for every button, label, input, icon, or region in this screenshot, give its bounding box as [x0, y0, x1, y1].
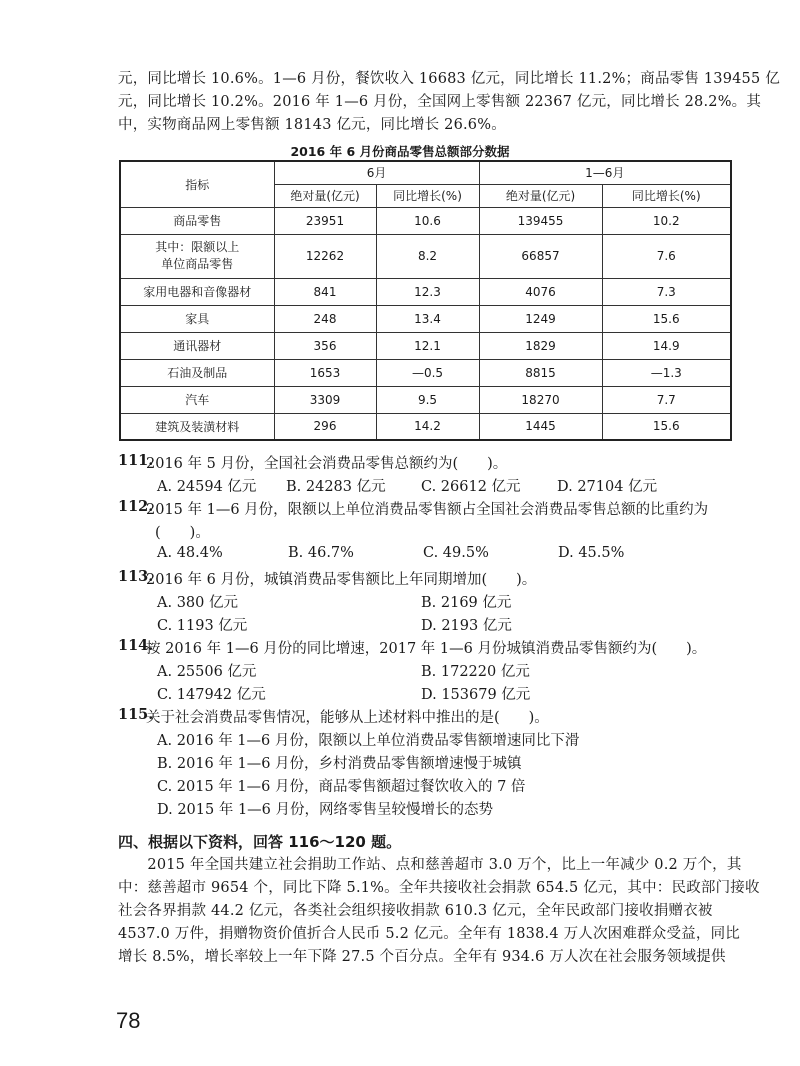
question-number: 111. — [118, 452, 154, 469]
cell: 7.6 — [602, 234, 731, 278]
cell: 296 — [274, 413, 376, 440]
cell: —1.3 — [602, 359, 731, 386]
question-text: 按 2016 年 1—6 月份的同比增速，2017 年 1—6 月份城镇消费品零售额约为( )。 — [146, 641, 707, 657]
option-c[interactable]: C. 26612 亿元 — [421, 479, 521, 495]
cell: 13.4 — [376, 305, 479, 332]
col-abs-janjun: 绝对量(亿元) — [479, 184, 602, 207]
intro-line: 元，同比增长 10.6%。1—6 月份，餐饮收入 16683 亿元，同比增长 11.2%；商品零售 139455 亿 — [118, 71, 780, 87]
option-d[interactable]: D. 2193 亿元 — [421, 618, 512, 634]
option-b[interactable]: B. 172220 亿元 — [421, 664, 530, 680]
cell: 18270 — [479, 386, 602, 413]
cell: 7.7 — [602, 386, 731, 413]
header-index: 指标 — [120, 161, 274, 207]
table-row — [120, 278, 731, 305]
table-row — [120, 359, 731, 386]
row-label: 家用电器和音像器材 — [120, 278, 274, 305]
cell: 12.1 — [376, 332, 479, 359]
cell: 248 — [274, 305, 376, 332]
option-d[interactable]: D. 27104 亿元 — [557, 479, 658, 495]
row-label: 家具 — [120, 305, 274, 332]
option-b[interactable]: B. 24283 亿元 — [286, 479, 386, 495]
option-a[interactable]: A. 2016 年 1—6 月份，限额以上单位消费品零售额增速同比下滑 — [157, 733, 580, 749]
table-row — [120, 386, 731, 413]
row-label: 其中：限额以上 单位商品零售 — [120, 234, 274, 278]
cell: 10.2 — [602, 207, 731, 234]
row-label: 通讯器材 — [120, 332, 274, 359]
section4-line: 增长 8.5%，增长率较上一年下降 27.5 个百分点。全年有 934.6 万人次在社会服务领域提供 — [118, 949, 726, 965]
question-number: 113. — [118, 568, 154, 585]
intro-paragraph — [118, 68, 780, 137]
section4-line: 社会各界捐款 44.2 亿元，各类社会组织接收捐款 610.3 亿元，全年民政部门接收捐赠衣被 — [118, 903, 713, 919]
cell: 15.6 — [602, 305, 731, 332]
cell: 14.9 — [602, 332, 731, 359]
cell: 139455 — [479, 207, 602, 234]
cell: —0.5 — [376, 359, 479, 386]
cell: 10.6 — [376, 207, 479, 234]
table-title: 2016 年 6 月份商品零售总额部分数据 — [290, 144, 510, 159]
cell: 4076 — [479, 278, 602, 305]
page-number: 78 — [116, 1008, 141, 1033]
section4-paragraph — [118, 854, 760, 969]
option-d[interactable]: D. 45.5% — [558, 545, 625, 561]
col-growth-june: 同比增长(%) — [376, 184, 479, 207]
question-number: 112. — [118, 498, 154, 515]
table-row — [120, 305, 731, 332]
section-heading: 四、根据以下资料，回答 116～120 题。 — [118, 833, 402, 851]
cell: 12.3 — [376, 278, 479, 305]
cell: 23951 — [274, 207, 376, 234]
intro-line: 元，同比增长 10.2%。2016 年 1—6 月份，全国网上零售额 22367 亿元，同比增长 28.2%。其 — [118, 94, 762, 110]
option-d[interactable]: D. 153679 亿元 — [421, 687, 531, 703]
question-text: 2016 年 6 月份，城镇消费品零售额比上年同期增加( )。 — [146, 572, 537, 588]
cell: 8815 — [479, 359, 602, 386]
cell: 66857 — [479, 234, 602, 278]
option-a[interactable]: A. 25506 亿元 — [157, 664, 257, 680]
question-number: 114. — [118, 637, 154, 654]
cell: 1445 — [479, 413, 602, 440]
col-growth-janjun: 同比增长(%) — [602, 184, 731, 207]
table-row — [120, 332, 731, 359]
option-a[interactable]: A. 24594 亿元 — [157, 479, 257, 495]
question-number: 115. — [118, 706, 154, 723]
option-b[interactable]: B. 2016 年 1—6 月份，乡村消费品零售额增速慢于城镇 — [157, 756, 522, 772]
cell: 9.5 — [376, 386, 479, 413]
table-row — [120, 207, 731, 234]
col-abs-june: 绝对量(亿元) — [274, 184, 376, 207]
section4-line: 2015 年全国共建立社会捐助工作站、点和慈善超市 3.0 万个，比上一年减少 0.2 万个，其 — [118, 857, 742, 873]
header-june: 6月 — [274, 161, 479, 184]
cell: 1653 — [274, 359, 376, 386]
table-row — [120, 234, 731, 278]
cell: 7.3 — [602, 278, 731, 305]
cell: 15.6 — [602, 413, 731, 440]
section4-line: 4537.0 万件，捐赠物资价值折合人民币 5.2 亿元。全年有 1838.4 万人次困难群众受益，同比 — [118, 926, 740, 942]
cell: 1249 — [479, 305, 602, 332]
cell: 14.2 — [376, 413, 479, 440]
option-a[interactable]: A. 48.4% — [157, 545, 223, 561]
intro-line: 中，实物商品网上零售额 18143 亿元，同比增长 26.6%。 — [118, 117, 506, 133]
option-d[interactable]: D. 2015 年 1—6 月份，网络零售呈较慢增长的态势 — [157, 802, 494, 818]
question-text-cont: ( )。 — [155, 525, 210, 541]
option-c[interactable]: C. 49.5% — [423, 545, 489, 561]
cell: 841 — [274, 278, 376, 305]
table-row — [120, 413, 731, 440]
question-text: 2016 年 5 月份，全国社会消费品零售总额约为( )。 — [146, 456, 508, 472]
retail-data-table — [119, 160, 732, 441]
row-label: 石油及制品 — [120, 359, 274, 386]
cell: 3309 — [274, 386, 376, 413]
question-text: 关于社会消费品零售情况，能够从上述材料中推出的是( )。 — [146, 710, 549, 726]
option-c[interactable]: C. 1193 亿元 — [157, 618, 248, 634]
section4-line: 中：慈善超市 9654 个，同比下降 5.1%。全年共接收社会捐款 654.5 亿元，其中：民政部门接收 — [118, 880, 760, 896]
option-c[interactable]: C. 2015 年 1—6 月份，商品零售额超过餐饮收入的 7 倍 — [157, 779, 526, 795]
header-jan-jun: 1—6月 — [479, 161, 731, 184]
option-a[interactable]: A. 380 亿元 — [157, 595, 238, 611]
question-text: 2015 年 1—6 月份，限额以上单位消费品零售额占全国社会消费品零售总额的比重约为 — [146, 502, 709, 518]
option-c[interactable]: C. 147942 亿元 — [157, 687, 266, 703]
cell: 1829 — [479, 332, 602, 359]
option-b[interactable]: B. 46.7% — [288, 545, 354, 561]
row-label: 汽车 — [120, 386, 274, 413]
cell: 356 — [274, 332, 376, 359]
cell: 12262 — [274, 234, 376, 278]
option-b[interactable]: B. 2169 亿元 — [421, 595, 512, 611]
row-label: 建筑及装潢材料 — [120, 413, 274, 440]
row-label: 商品零售 — [120, 207, 274, 234]
cell: 8.2 — [376, 234, 479, 278]
